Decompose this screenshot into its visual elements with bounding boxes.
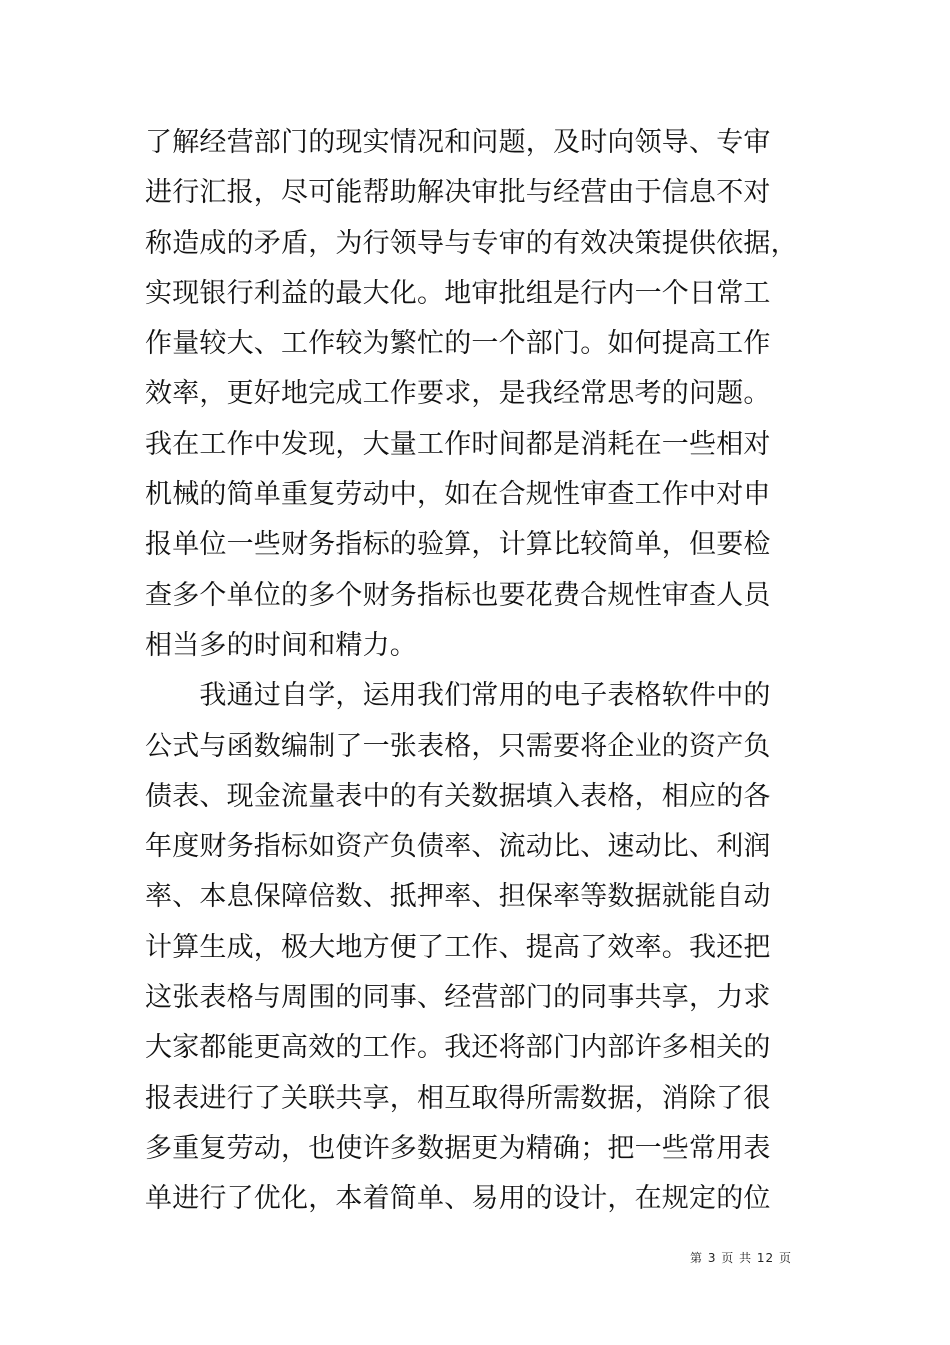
text-line: 计算生成，极大地方便了工作、提高了效率。我还把: [145, 931, 771, 963]
text-line: 年度财务指标如资产负债率、流动比、速动比、利润: [145, 831, 771, 863]
body-text: [145, 118, 798, 1225]
text-line: 相当多的时间和精力。: [145, 629, 417, 661]
text-line: 率、本息保障倍数、抵押率、担保率等数据就能自动: [145, 881, 771, 913]
text-line: 我在工作中发现，大量工作时间都是消耗在一些相对: [145, 428, 771, 460]
text-line: 称造成的矛盾，为行领导与专审的有效决策提供依据，: [145, 227, 798, 259]
text-line: 作量较大、工作较为繁忙的一个部门。如何提高工作: [145, 328, 771, 360]
text-line: 进行汇报，尽可能帮助解决审批与经营由于信息不对: [145, 177, 771, 209]
text-line: 实现银行利益的最大化。地审批组是行内一个日常工: [145, 277, 771, 309]
text-line: 多重复劳动，也使许多数据更为精确；把一些常用表: [145, 1132, 771, 1164]
text-line: 了解经营部门的现实情况和问题，及时向领导、专审: [145, 127, 771, 158]
text-line: 报单位一些财务指标的验算，计算比较简单，但要检: [145, 529, 771, 561]
text-line: 单进行了优化，本着简单、易用的设计，在规定的位: [145, 1183, 771, 1215]
text-line: 我通过自学，运用我们常用的电子表格软件中的: [145, 680, 771, 712]
text-line: 效率，更好地完成工作要求，是我经常思考的问题。: [145, 378, 771, 410]
page-number: 第 3 页 共 12 页: [690, 1251, 792, 1265]
text-line: 大家都能更高效的工作。我还将部门内部许多相关的: [145, 1032, 771, 1064]
text-line: 机械的简单重复劳动中，如在合规性审查工作中对申: [145, 479, 771, 511]
text-line: 公式与函数编制了一张表格，只需要将企业的资产负: [145, 730, 771, 762]
text-line: 报表进行了关联共享，相互取得所需数据，消除了很: [145, 1082, 771, 1114]
text-line: 这张表格与周围的同事、经营部门的同事共享，力求: [145, 982, 771, 1014]
text-line: 查多个单位的多个财务指标也要花费合规性审查人员: [145, 579, 771, 611]
text-line: 债表、现金流量表中的有关数据填入表格，相应的各: [145, 780, 771, 812]
